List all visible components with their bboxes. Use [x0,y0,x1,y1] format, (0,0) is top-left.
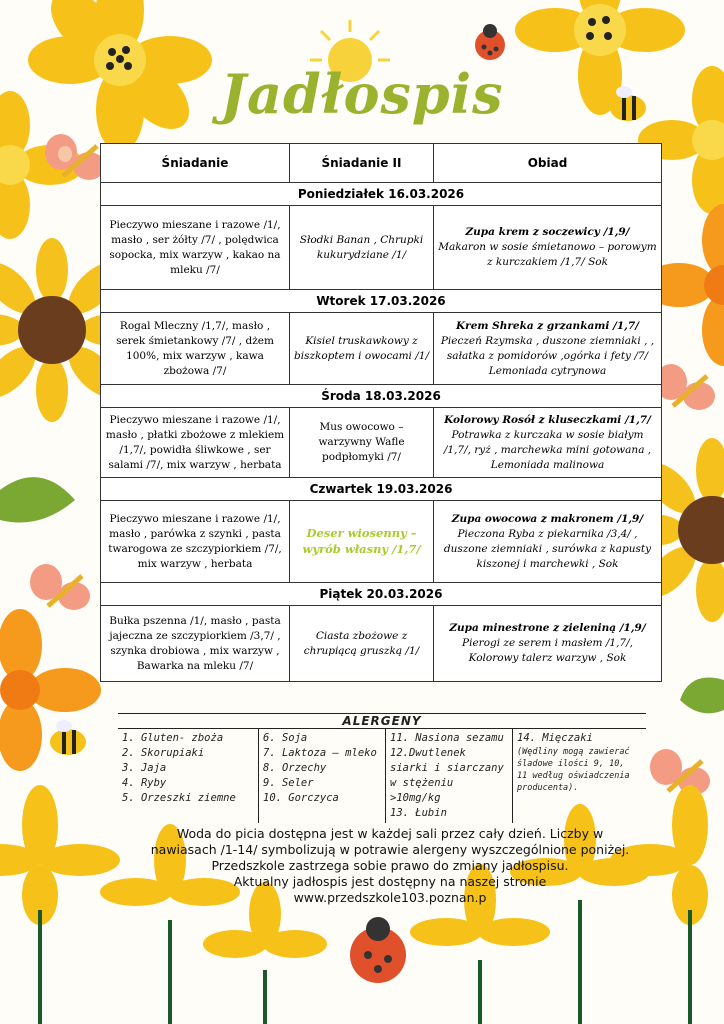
allergen-item: 13. Łubin [390,807,447,819]
snack-cell: Ciasta zbożowe z chrupiącą gruszką /1/ [290,606,434,682]
soup-name: Zupa krem z soczewicy /1,9/ [465,226,630,238]
header-row [101,144,662,183]
info-line: Aktualny jadłospis jest dostępny na naszej stronie [233,874,547,889]
breakfast-cell: Pieczywo mieszane i razowe /1/, masło , ser żółty /7/ , polędwica sopocka, mix warzyw , kakao na mleku /7/ [101,206,290,290]
info-line: nawiasach /1-14/ symbolizują w potrawie alergeny wyszczególnione poniżej. [150,842,630,857]
breakfast-cell: Bułka pszenna /1/, masło , pasta jajeczna ze szczypiorkiem /3,7/ , szynka drobiowa , mix warzyw , Bawarka na mleku /7/ [101,606,290,682]
allergen-item: 14. Mięczaki [517,732,593,744]
soup-name: Krem Shreka z grzankami /1,7/ [456,319,639,332]
header-lunch: Obiad [434,144,662,183]
butterfly-icon [655,364,715,410]
allergen-item: 10. Gorczyca [263,792,339,804]
allergen-item: 5. Orzeszki ziemne [122,792,236,804]
dessert-highlight: Deser wiosenny – wyrób własny /1,7/ [302,525,421,556]
snack-cell: Kisiel truskawkowy z biszkoptem i owocami /1/ [290,313,434,385]
lunch-cell [434,313,662,385]
page-title: Jadłospis [220,62,504,126]
snack-cell: Słodki Banan , Chrupki kukurydziane /1/ [290,206,434,290]
soup-name: Zupa minestrone z zieleniną /1,9/ [449,622,646,634]
header-breakfast: Śniadanie [101,144,290,183]
lunch-cell [434,501,662,583]
leaf-icon [680,678,724,714]
header-second-breakfast: Śniadanie II [290,144,434,183]
lunch-cell [434,408,662,478]
ladybug-icon [475,24,505,60]
main-dish: Pierogi ze serem i masłem /1,7/, Kolorowy talerz warzyw , Sok [462,637,633,664]
soup-name: Zupa owocowa z makronem /1,9/ [451,512,644,525]
menu-table [100,143,662,682]
table-row [101,606,662,682]
day-label: Piątek 20.03.2026 [101,583,662,606]
allergen-item: 6. Soja [263,732,308,744]
allergen-item: 2. Skorupiaki [122,747,205,759]
main-dish: Pieczona Ryba z piekarnika /3,4/ , duszone ziemniaki , surówka z kapusty kiszonej i marchewki , Sok [443,527,652,570]
day-label: Wtorek 17.03.2026 [101,290,662,313]
butterfly-icon [650,749,710,795]
allergen-item: 12.Dwutlenek siarki i siarczany w stężeniu >10mg/kg [390,747,504,804]
allergen-item: 3. Jaja [122,762,167,774]
butterfly-icon [30,564,90,610]
allergen-column [259,729,386,823]
table-row [101,501,662,583]
allergen-item: 1. Gluten- zboża [122,732,224,744]
ladybug-icon [350,917,406,983]
lunch-cell [434,606,662,682]
breakfast-cell: Rogal Mleczny /1,7/, masło , serek śmietankowy /7/ , dżem 100%, mix warzyw , kawa zbożowa /7/ [101,313,290,385]
allergen-legend [118,713,646,823]
leaf-icon [0,477,75,522]
breakfast-cell: Pieczywo mieszane i razowe /1/, masło , parówka z szynki , pasta twarogowa ze szczypiorkiem /7/, mix warzyw , herbata [101,501,290,583]
allergen-column [118,729,259,823]
soup-name: Kolorowy Rosół z kluseczkami /1,7/ [444,413,651,426]
main-dish: Pieczeń Rzymska , duszone ziemniaki , , sałatka z pomidorów ,ogórka i fety /7/ Lemoniada cytrynowa [440,334,655,377]
snack-cell [290,501,434,583]
table-row [101,206,662,290]
table-row [101,408,662,478]
allergen-note: (Wędliny mogą zawierać śladowe ilości 9, 10, 11 według oświadczenia producenta). [517,747,630,793]
day-label: Poniedziałek 16.03.2026 [101,183,662,206]
allergen-item: 7. Laktoza – mleko [263,747,377,759]
allergen-item: 8. Orzechy [263,762,327,774]
snack-cell: Mus owocowo – warzywny Wafle podpłomyki /7/ [290,408,434,478]
allergen-item: 11. Nasiona sezamu [390,732,504,744]
flower-icon [0,609,101,771]
day-label: Czwartek 19.03.2026 [101,478,662,501]
day-label: Środa 18.03.2026 [101,385,662,408]
allergen-item: 4. Ryby [122,777,167,789]
allergen-item: 9. Seler [263,777,314,789]
main-dish: Potrawka z kurczaka w sosie białym /1,7/, ryż , marchewka mini gotowana , Lemoniada malinowa [443,428,652,471]
info-text [130,826,650,906]
flower-icon [0,785,120,1024]
lunch-cell [434,206,662,290]
info-line: Woda do picia dostępna jest w każdej sali przez cały dzień. Liczby w [176,826,604,841]
breakfast-cell: Pieczywo mieszane i razowe /1/, masło , płatki zbożowe z mlekiem /1,7/, powidła śliwkowe , ser salami /7/, mix warzyw , herbata [101,408,290,478]
allergen-column [386,729,513,823]
info-line: Przedszkole zastrzega sobie prawo do zmiany jadłospisu. [211,858,569,873]
main-dish: Makaron w sosie śmietanowo – porowym z kurczakiem /1,7/ Sok [438,241,657,268]
website-link[interactable]: www.przedszkole103.poznan.p [293,890,487,905]
table-row [101,313,662,385]
bee-icon [50,720,86,755]
allergen-heading: ALERGENY [118,713,646,729]
allergen-column [513,729,639,823]
